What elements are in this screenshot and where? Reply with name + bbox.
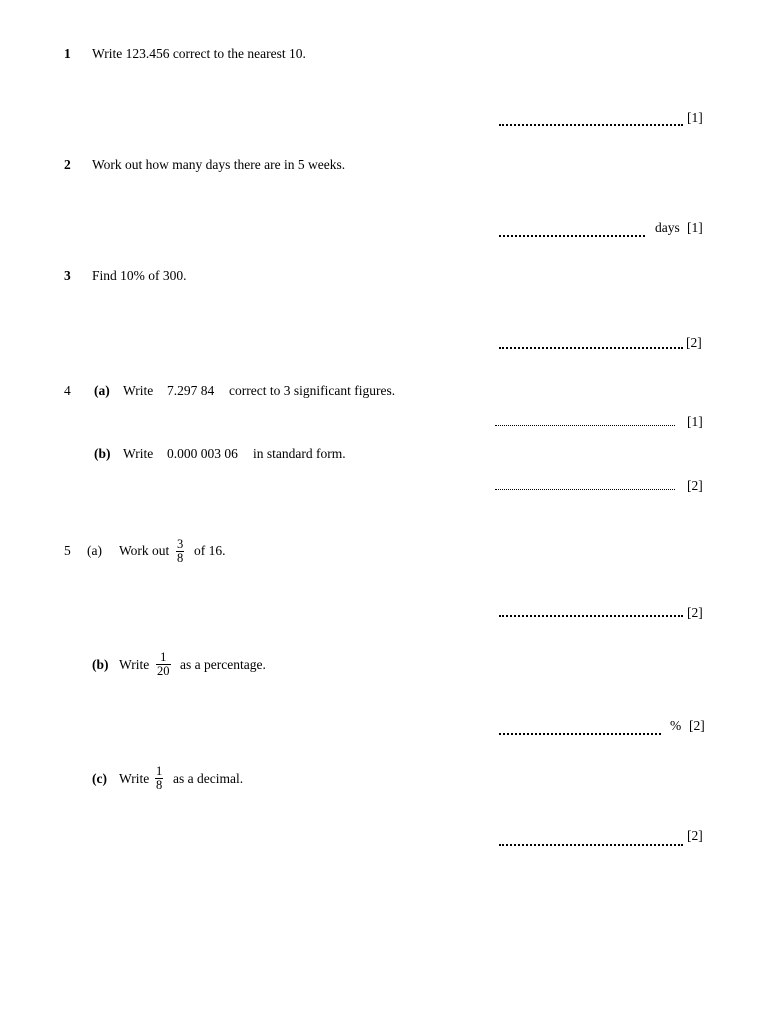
q5b-answer-line[interactable] [499, 731, 661, 735]
q5b-denominator: 20 [157, 664, 170, 678]
q1-marks: [1] [687, 110, 703, 125]
q5b-marks: [2] [689, 718, 705, 733]
q1-number: 1 [64, 46, 71, 61]
q5c-denominator: 8 [156, 778, 163, 792]
q5c-answer-line[interactable] [499, 842, 683, 846]
q3-answer-line[interactable] [499, 345, 683, 349]
q4-number: 4 [64, 383, 71, 398]
q2-marks: [1] [687, 220, 703, 235]
q4b-marks: [2] [687, 478, 703, 493]
q3-text: Find 10% of 300. [92, 268, 187, 283]
q2-number: 2 [64, 157, 71, 172]
q5a-label: (a) [87, 543, 102, 558]
q5c-text-pre: Write [119, 771, 150, 786]
q5a-text-pre: Work out [119, 543, 170, 558]
q3-marks: [2] [686, 335, 702, 350]
q5-number: 5 [64, 543, 71, 558]
q5b-unit: % [670, 718, 682, 733]
q5b-fraction [156, 652, 171, 677]
q4b-write: Write [123, 446, 154, 461]
q5a-fraction [176, 539, 184, 564]
q5b-text-pre: Write [119, 657, 150, 672]
q5b-text-post: as a percentage. [180, 657, 266, 672]
q2-text: Work out how many days there are in 5 weeks. [92, 157, 346, 172]
q4a-value: 7.297 84 [167, 383, 215, 398]
q5c-label: (c) [92, 771, 107, 786]
q4a-marks: [1] [687, 414, 703, 429]
q5a-answer-line[interactable] [499, 613, 683, 617]
q4a-answer-line[interactable] [495, 423, 675, 426]
q5c-marks: [2] [687, 828, 703, 843]
q5a-text-post: of 16. [194, 543, 226, 558]
q5b-label: (b) [92, 657, 109, 672]
q4b-text: in standard form. [253, 446, 346, 461]
q5c-numerator: 1 [156, 764, 163, 778]
q1-text: Write 123.456 correct to the nearest 10. [92, 46, 306, 61]
q5a-numerator: 3 [177, 537, 184, 551]
q5a-marks: [2] [687, 605, 703, 620]
q1-answer-line[interactable] [499, 122, 683, 126]
q4a-text: correct to 3 significant figures. [229, 383, 396, 398]
q5c-text-post: as a decimal. [173, 771, 244, 786]
q3-number: 3 [64, 268, 71, 283]
q4b-label: (b) [94, 446, 111, 461]
q2-unit: days [655, 220, 680, 235]
q4a-label: (a) [94, 383, 110, 398]
q4b-answer-line[interactable] [495, 487, 675, 490]
q5b-numerator: 1 [160, 650, 167, 664]
q5a-denominator: 8 [177, 551, 184, 565]
q4b-value: 0.000 003 06 [167, 446, 238, 461]
q5c-fraction [155, 766, 163, 791]
q2-answer-line[interactable] [499, 233, 645, 237]
q4a-write: Write [123, 383, 154, 398]
